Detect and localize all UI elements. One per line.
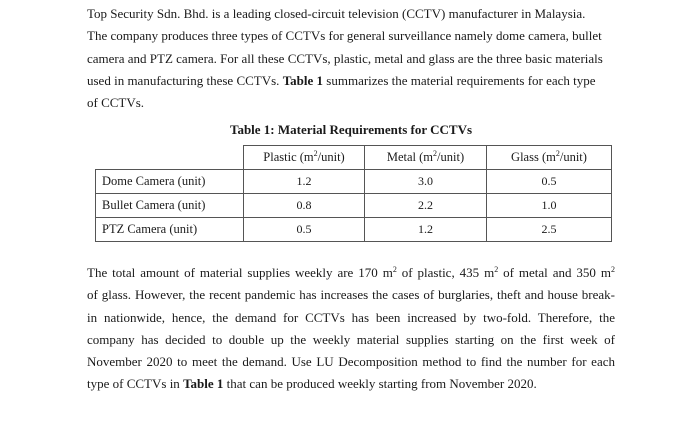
table-caption-text: Table 1: Material Requirements for CCTVs xyxy=(229,122,473,137)
intro-line-4-text: used in manufacturing these CCTVs. xyxy=(87,72,280,88)
cell-dome-glass: 0.5 xyxy=(487,170,612,194)
material-requirements-table xyxy=(95,145,612,242)
intro-line-4 xyxy=(87,70,615,92)
body-table-reference: Table 1 xyxy=(183,376,224,392)
header-glass-suffix: /unit) xyxy=(559,150,587,164)
intro-line-5: of CCTVs. xyxy=(87,95,145,111)
body-line-1c: of metal and 350 m xyxy=(498,265,611,280)
header-plastic-suffix: /unit) xyxy=(317,150,345,164)
table-row xyxy=(96,170,612,194)
intro-line-3: camera and PTZ camera. For all these CCTVs, plastic, metal and glass are the three basic materials xyxy=(87,50,603,66)
row-label-bullet: Bullet Camera (unit) xyxy=(96,194,244,218)
header-plastic xyxy=(244,146,365,170)
intro-line-2: The company produces three types of CCTVs for general surveillance namely dome camera, bullet xyxy=(87,28,602,44)
body-line-5: November 2020 to meet the demand. Use LU Decomposition method to find the number for each xyxy=(87,354,615,370)
body-line-1b: of plastic, 435 m xyxy=(396,265,495,280)
cell-bullet-glass: 1.0 xyxy=(487,194,612,218)
body-line-6a: type of CCTVs in xyxy=(87,376,184,392)
table-corner-cell xyxy=(96,146,244,170)
cell-ptz-metal: 1.2 xyxy=(365,218,487,242)
header-glass xyxy=(487,146,612,170)
cell-ptz-glass: 2.5 xyxy=(487,218,612,242)
cell-dome-plastic: 1.2 xyxy=(244,170,365,194)
body-sup-1: 2 xyxy=(392,265,397,274)
header-metal-name: Metal (m xyxy=(386,150,434,164)
header-plastic-sup: 2 xyxy=(313,149,318,158)
header-plastic-name: Plastic (m xyxy=(263,150,314,164)
table-caption xyxy=(0,122,700,138)
header-glass-name: Glass (m xyxy=(511,150,556,164)
body-line-3: in nationwide, hence, the demand for CCTVs has been increased by two-fold. Therefore, the xyxy=(87,309,615,325)
cell-ptz-plastic: 0.5 xyxy=(244,218,365,242)
header-metal-suffix: /unit) xyxy=(437,150,465,164)
table-row xyxy=(96,218,612,242)
body-line-2: of glass. However, the recent pandemic has increases the cases of burglaries, theft and house break- xyxy=(87,287,615,303)
body-sup-3: 2 xyxy=(611,265,615,274)
intro-paragraph xyxy=(87,3,615,114)
header-metal-sup: 2 xyxy=(433,149,438,158)
intro-line-1: Top Security Sdn. Bhd. is a leading closed-circuit television (CCTV) manufacturer in Malaysia. xyxy=(87,6,586,21)
cell-bullet-metal: 2.2 xyxy=(365,194,487,218)
header-metal xyxy=(365,146,487,170)
cell-bullet-plastic: 0.8 xyxy=(244,194,365,218)
table-reference: Table 1 xyxy=(282,72,324,88)
row-label-dome: Dome Camera (unit) xyxy=(96,170,244,194)
body-line-1a: The total amount of material supplies weekly are 170 m xyxy=(87,265,393,280)
cell-dome-metal: 3.0 xyxy=(365,170,487,194)
problem-paragraph xyxy=(87,262,615,396)
body-line-6 xyxy=(87,373,615,395)
header-glass-sup: 2 xyxy=(555,149,560,158)
body-line-1 xyxy=(87,262,615,284)
body-line-4: company has decided to double up the weekly material supplies starting on the first week of xyxy=(87,331,615,347)
body-sup-2: 2 xyxy=(494,265,499,274)
table-row xyxy=(96,194,612,218)
row-label-ptz: PTZ Camera (unit) xyxy=(96,218,244,242)
intro-line-4-rest: summarizes the material requirements for each type xyxy=(323,72,596,88)
body-line-6b: that can be produced weekly starting from November 2020. xyxy=(223,376,537,392)
table-header-row xyxy=(96,146,612,170)
